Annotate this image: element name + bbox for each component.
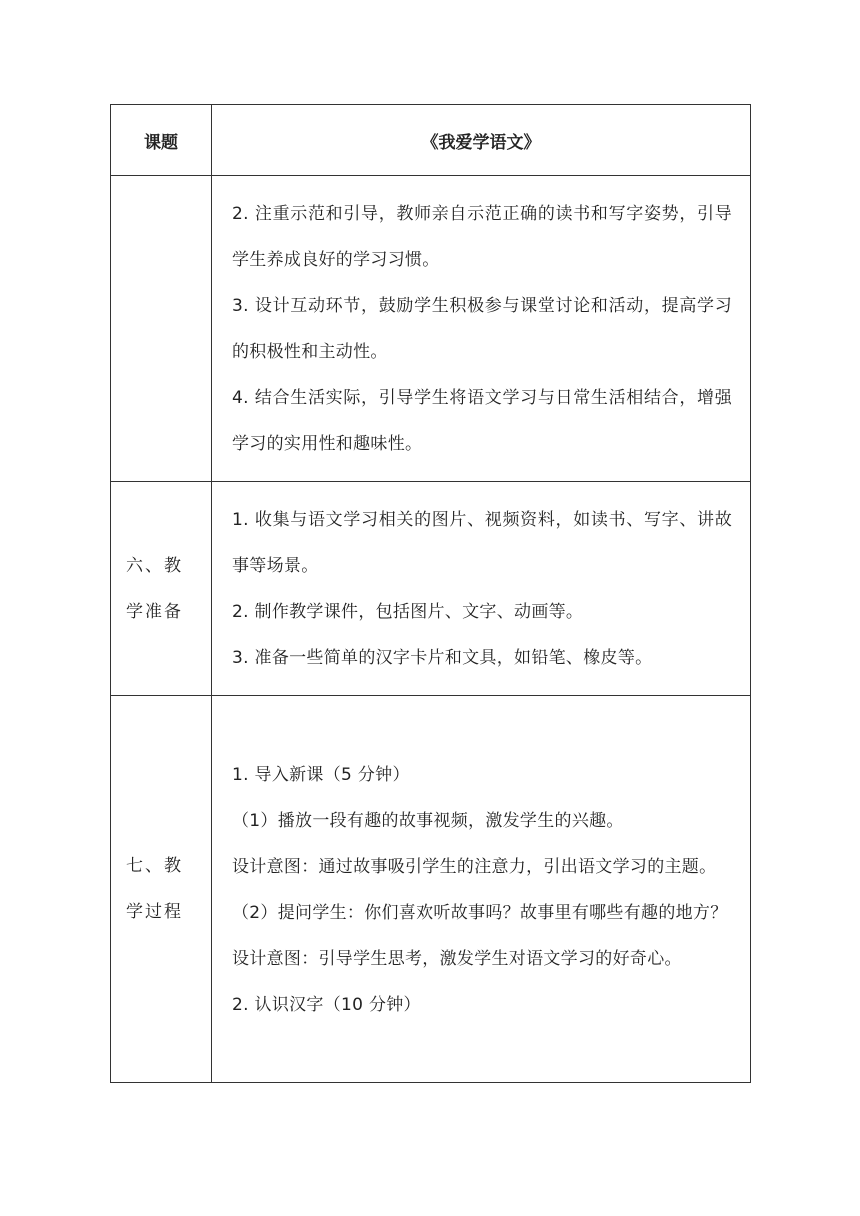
header-label: 课题 <box>111 105 212 176</box>
paragraph: 2. 注重示范和引导，教师亲自示范正确的读书和写字姿势，引导学生养成良好的学习习惯。 <box>232 204 732 270</box>
table-row <box>111 696 751 1083</box>
paragraph: （1）播放一段有趣的故事视频，激发学生的兴趣。 <box>232 811 624 831</box>
row-content <box>212 176 751 482</box>
row-content <box>212 482 751 696</box>
lesson-title: 《我爱学语文》 <box>212 105 751 176</box>
paragraph: 设计意图：引导学生思考，激发学生对语文学习的好奇心。 <box>232 949 682 969</box>
row-label <box>111 696 212 1083</box>
row-label <box>111 482 212 696</box>
table-row <box>111 482 751 696</box>
paragraph: （2）提问学生：你们喜欢听故事吗？故事里有哪些有趣的地方？ <box>232 903 728 923</box>
row-label-text: 六、教学准备 <box>126 555 183 622</box>
paragraph: 3. 准备一些简单的汉字卡片和文具，如铅笔、橡皮等。 <box>232 648 653 668</box>
paragraph: 4. 结合生活实际，引导学生将语文学习与日常生活相结合，增强学习的实用性和趣味性。 <box>232 388 732 454</box>
paragraph: 1. 导入新课（5 分钟） <box>232 765 410 785</box>
paragraph: 2. 认识汉字（10 分钟） <box>232 995 421 1015</box>
paragraph: 2. 制作教学课件，包括图片、文字、动画等。 <box>232 602 584 622</box>
header-row <box>111 105 751 176</box>
paragraph: 1. 收集与语文学习相关的图片、视频资料，如读书、写字、讲故事等场景。 <box>232 510 732 576</box>
row-label <box>111 176 212 482</box>
paragraph: 3. 设计互动环节，鼓励学生积极参与课堂讨论和活动，提高学习的积极性和主动性。 <box>232 296 732 362</box>
row-content <box>212 696 751 1083</box>
table-row <box>111 176 751 482</box>
lesson-plan-table <box>110 104 751 1083</box>
paragraph: 设计意图：通过故事吸引学生的注意力，引出语文学习的主题。 <box>232 857 717 877</box>
row-label-text: 七、教学过程 <box>126 856 183 922</box>
